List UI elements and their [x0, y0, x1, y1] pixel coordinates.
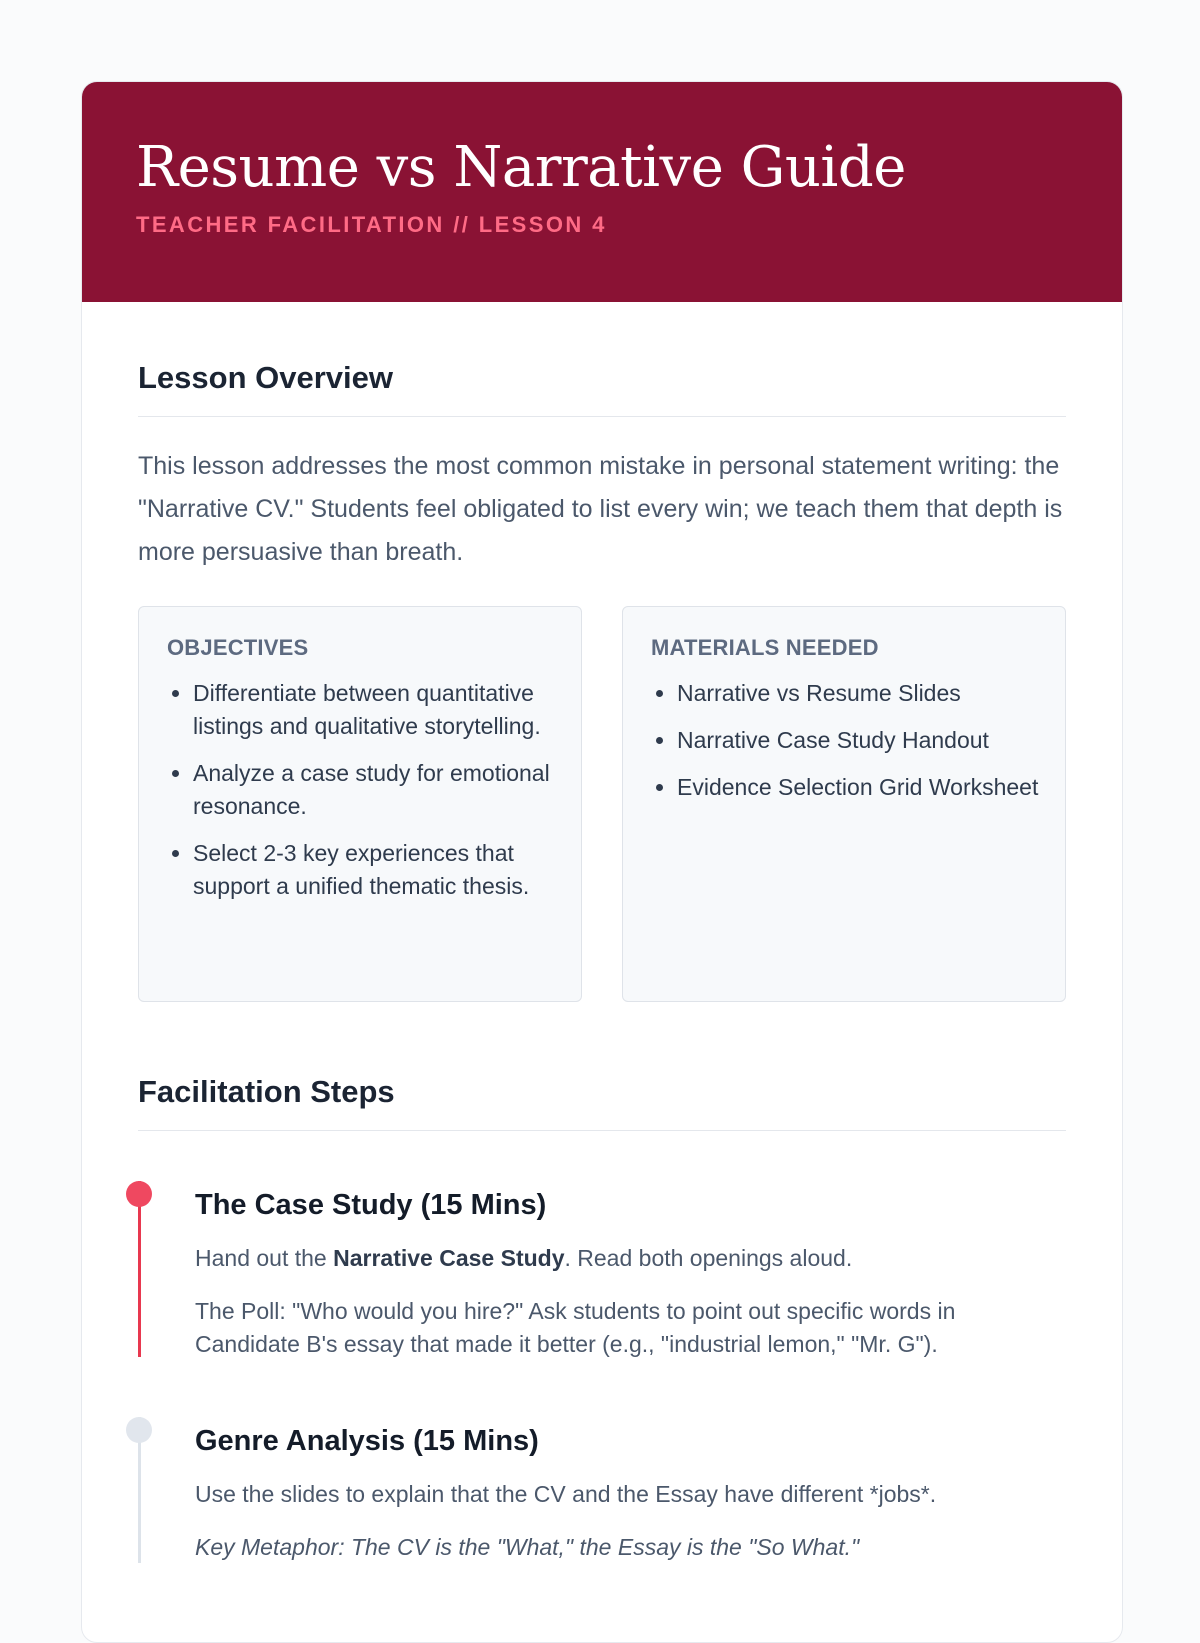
material-item: • Narrative Case Study Handout: [677, 724, 1039, 757]
step-text: [195, 1242, 1066, 1275]
step-metaphor: Key Metaphor: The CV is the "What," the Essay is the "So What.": [195, 1534, 860, 1560]
materials-box: [622, 606, 1066, 1002]
page-subtitle: TEACHER FACILITATION // LESSON 4: [136, 212, 607, 237]
page-content: [82, 302, 1122, 1564]
overview-text: This lesson addresses the most common mistake in personal statement writing: the "Narrative CV." Students feel obligated to list every win; we teach them that depth is more persuasive than breath.: [138, 452, 1063, 566]
objectives-list: [167, 677, 555, 903]
objectives-box: [138, 606, 582, 1002]
page-header: [82, 82, 1122, 302]
step-title: Genre Analysis (15 Mins): [195, 1425, 539, 1457]
objective-item: • Analyze a case study for emotional resonance.: [193, 757, 555, 823]
materials-title: MATERIALS NEEDED: [651, 635, 879, 660]
timeline-dot-inactive: [126, 1417, 152, 1443]
objectives-title: OBJECTIVES: [167, 635, 309, 660]
materials-list: [651, 677, 1039, 804]
objective-item: • Select 2-3 key experiences that support a unified thematic thesis.: [193, 837, 555, 903]
material-item: • Evidence Selection Grid Worksheet: [677, 771, 1039, 804]
step-text-bold: Narrative Case Study: [333, 1245, 565, 1271]
info-boxes: [138, 606, 1066, 1002]
page-title: Resume vs Narrative Guide: [136, 135, 906, 200]
steps-timeline: [138, 1181, 1066, 1564]
step-genre-analysis: [138, 1417, 1066, 1564]
step-case-study: [138, 1181, 1066, 1361]
timeline-dot-active: [126, 1181, 152, 1207]
step-text: The Poll: "Who would you hire?" Ask students to point out specific words in Candidate B's essay that made it better (e.g., "industrial lemon," "Mr. G").: [195, 1298, 956, 1357]
steps-heading: Facilitation Steps: [138, 1074, 1066, 1131]
timeline-line: [138, 1181, 141, 1357]
step-text: Use the slides to explain that the CV and the Essay have different *jobs*.: [195, 1481, 937, 1507]
lesson-guide-card: [81, 81, 1123, 1643]
objective-item: • Differentiate between quantitative listings and qualitative storytelling.: [193, 677, 555, 743]
step-title: The Case Study (15 Mins): [195, 1189, 547, 1221]
step-text-part: Hand out the: [195, 1245, 334, 1271]
step-text-part: . Read both openings aloud.: [564, 1245, 853, 1271]
overview-heading: Lesson Overview: [138, 302, 1066, 417]
material-item: • Narrative vs Resume Slides: [677, 677, 1039, 710]
